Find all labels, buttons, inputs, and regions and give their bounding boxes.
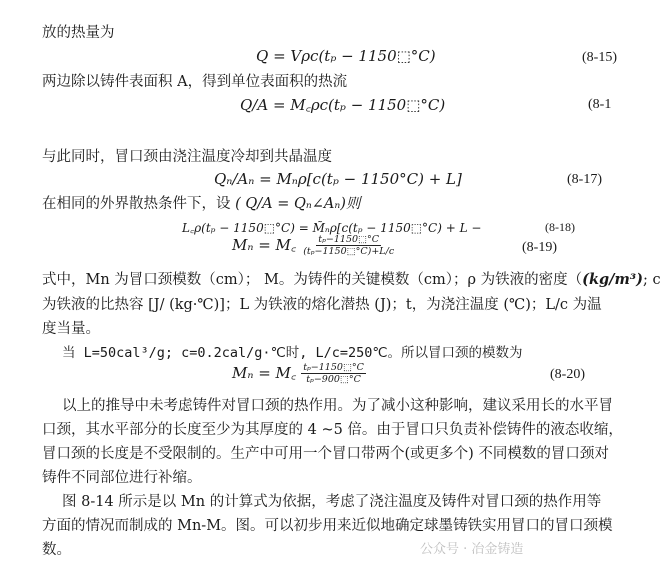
text-segment: ; c [643,272,661,288]
equation-number: (8-19) [522,240,557,255]
equation-8-15: Q = V𝜌c(tₚ − 1150⬚°C) [256,47,436,65]
text-line: 两边除以铸件表面积 A，得到单位表面积的热流 [42,74,348,90]
equation-number: (8-15) [582,50,617,65]
equation-8-18: L꜀𝜌(tₚ − 1150⬚°C) = M̃ₙ𝜌[c(tₚ − 1150⬚°C) + L − [182,221,482,235]
text-line: 当 L=50cal³/g; c=0.2cal/g·℃时, L/c=250℃。所以冒口颈的模数为 [62,345,523,361]
text-line: 放的热量为 [42,25,115,41]
text-segment: 在相同的外界散热条件下，设 [42,196,231,212]
fraction-numerator: tₚ−1150⬚°C [318,234,380,245]
fraction-denominator: (tₚ−1150⬚°C)+L/c [303,246,395,257]
equation-number: (8-20) [550,367,585,382]
inline-unit: (kg/m³) [582,271,644,288]
text-line: 冒口颈的长度是不受限制的。生产中可用一个冒口带两个(或更多个) 不同模数的冒口颈对 [42,446,609,462]
text-line [42,194,360,214]
equation-8-20 [232,362,366,385]
equation-8-19 [232,234,396,257]
inline-equation: ( Q/A = Qₙ∠Aₙ)则 [235,196,361,212]
text-line: 图 8-14 所示是以 Mn 的计算式为依据，考虑了浇注温度及铸件对冒口颈的热作用等 [62,494,602,510]
equation-number: (8-17) [567,172,602,187]
text-line: 度当量。 [42,321,100,337]
text-line: 铸件不同部位进行补缩。 [42,470,202,486]
text-line: 为铁液的比热容 [J/ (kg·℃)]；L 为铁液的熔化潜热 (J)；t，为浇注温度 (℃)；L/c 为温 [42,297,602,313]
fraction [301,234,396,257]
equation-lhs: Mₙ = M꜀ [232,364,297,382]
fraction [301,362,366,385]
text-line: 方面的情况而制成的 Mn-M。图。可以初步用来近似地确定球墨铸铁实用冒口的冒口颈模 [42,518,613,534]
fraction-denominator: tₚ−900⬚°C [306,374,361,385]
text-line [42,270,661,290]
text-line: 数。 [42,542,71,558]
watermark: 公众号 · 冶金铸造 [420,542,524,557]
equation-8-16: Q/A = M꜀𝜌c(tₚ − 1150⬚°C) [240,96,446,114]
text-line: 口颈，其水平部分的长度至少为其厚度的 4 ~5 倍。由于冒口只负责补偿铸件的液态收缩， [42,422,623,438]
text-line: 与此同时，冒口颈由浇注温度冷却到共晶温度 [42,149,332,165]
text-line: 以上的推导中未考虑铸件对冒口颈的热作用。为了减小这种影响，建议采用长的水平冒 [62,398,613,414]
text-segment: 式中，Mn 为冒口颈模数（cm）； M。为铸件的关键模数（cm）；ρ 为铁液的密度（ [42,272,583,288]
fraction-numerator: tₚ−1150⬚°C [303,362,364,373]
equation-8-17: Qₙ/Aₙ = Mₙ𝜌[c(tₚ − 1150°C) + L] [214,170,462,188]
equation-number: (8-1 [588,97,612,112]
equation-number: (8-18) [545,220,575,234]
equation-lhs: Mₙ = M꜀ [232,236,297,254]
